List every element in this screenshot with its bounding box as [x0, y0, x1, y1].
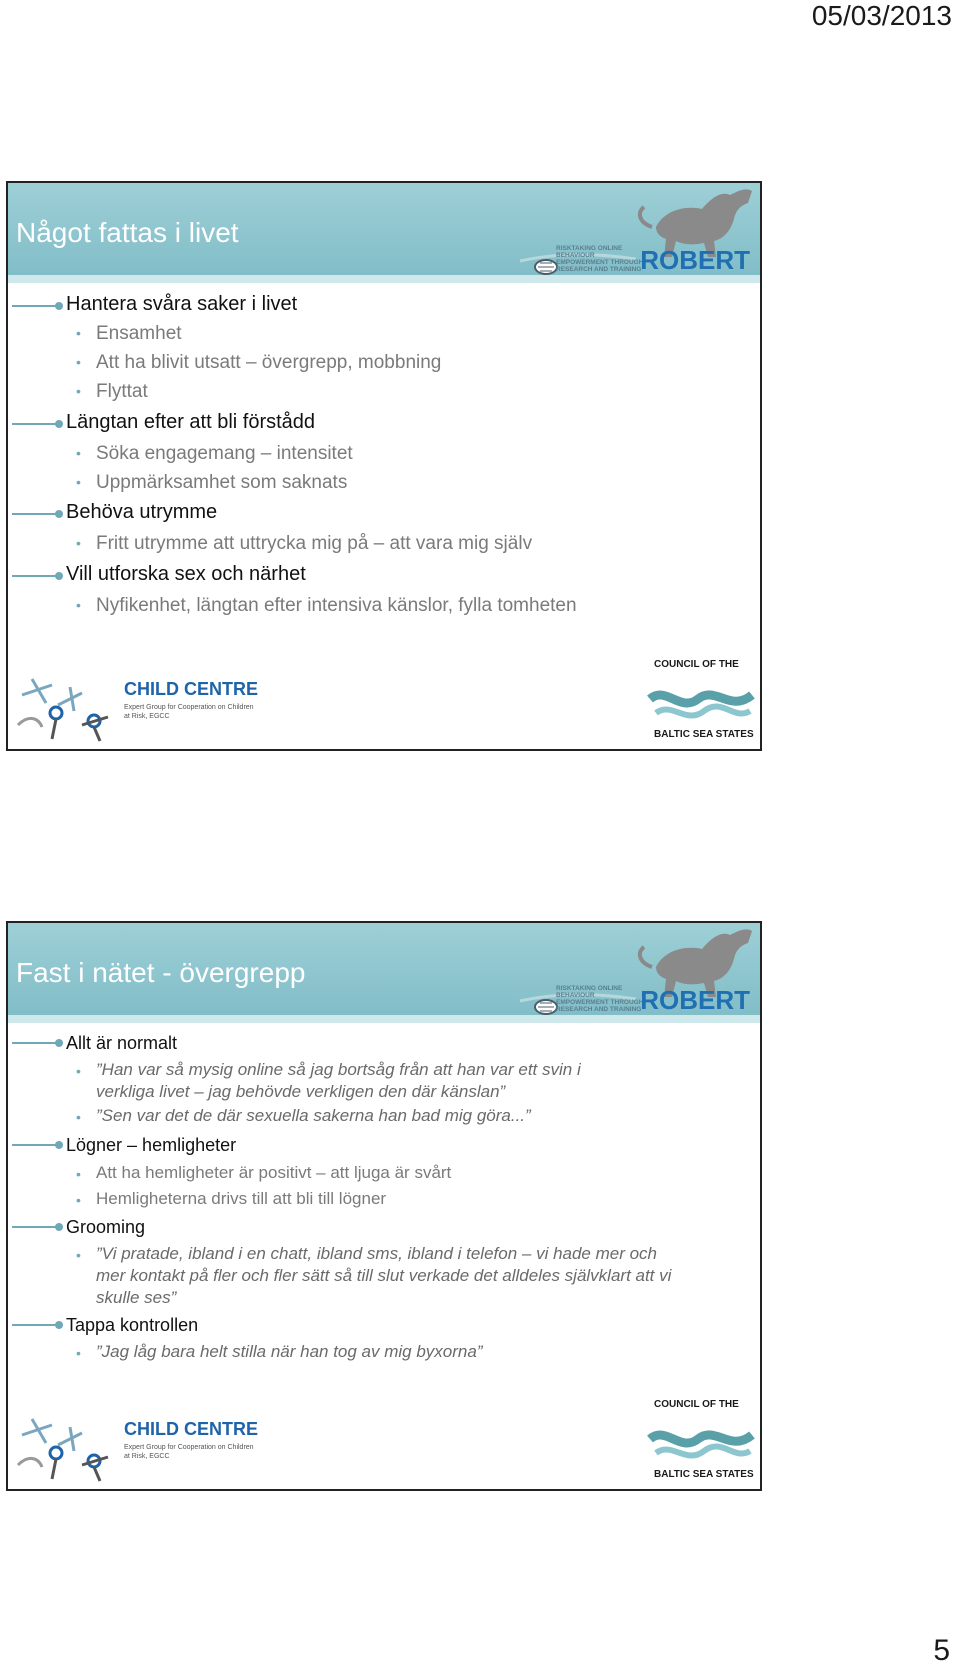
- list-item: Allt är normalt: [66, 1033, 178, 1053]
- child-figures-icon: [12, 1405, 122, 1485]
- cbss-top-text: COUNCIL OF THE: [654, 659, 739, 670]
- list-item: Nyfikenhet, längtan efter intensiva känslor, fylla tomheten: [96, 595, 577, 616]
- list-item: Att ha blivit utsatt – övergrepp, mobbning: [96, 352, 442, 373]
- cbss-logo: [646, 655, 756, 745]
- robert-tagline: RISKTAKING ONLINE BEHAVIOUR EMPOWERMENT THROUGH RESEARCH AND TRAINING: [556, 985, 644, 1013]
- slide-2: Fast i nätet - övergrepp RISKTAKING ONLINE BEHAVIOUR EMPOWERMENT THROUGH RESEARCH AND TRAINING ROBERT Allt är normalt • ”Han var så mysig online så jag bortsåg från att han var ett svin i verkliga livet – jag behövde verkligen den där känslan” • ”Sen var det de där sexuella sakerna han bad mig göra...” Lögner – hemligheter • Att ha hemligheter är positivt – att ljuga är svårt • Hemligheterna drivs till att bli till lögner Grooming • ”Vi pratade, ibland i en chatt, ibland sms, ibland i telefon – vi hade mer och mer kontakt på fler och fler sätt så till slut verkade det alldeles självklart att vi skulle ses” Tappa kontrollen • ”Jag låg bara helt stilla när han tog av mig byxorna” CHILD CENTRE Expert Group for Cooperation on Children at Risk, EGCC COUNCIL OF THE BALTIC SEA STATES: [6, 921, 762, 1491]
- robert-logo: [516, 183, 756, 283]
- slide-title: Något fattas i livet: [16, 217, 239, 248]
- list-item: Fritt utrymme att uttrycka mig på – att vara mig själv: [96, 533, 533, 554]
- list-item: Längtan efter att bli förstådd: [66, 411, 316, 433]
- list-item: Hemligheterna drivs till att bli till lögner: [96, 1189, 387, 1208]
- robert-logo: [516, 923, 756, 1023]
- list-item: Tappa kontrollen: [66, 1315, 199, 1335]
- list-item: Hantera svåra saker i livet: [66, 293, 298, 315]
- list-item: ”Vi pratade, ibland i en chatt, ibland sms, ibland i telefon – vi hade mer och mer kontakt på fler och fler sätt så till slut verkade det alldeles självklart att vi skulle ses”: [96, 1244, 672, 1307]
- list-item: Grooming: [66, 1217, 146, 1237]
- robert-name: ROBERT: [640, 245, 750, 275]
- child-centre-logo: [12, 1405, 262, 1485]
- list-item: ”Sen var det de där sexuella sakerna han bad mig göra...”: [96, 1106, 531, 1125]
- child-centre-name: CHILD CENTRE: [124, 679, 258, 699]
- cbss-logo: [646, 1395, 756, 1485]
- child-centre-tagline: Expert Group for Cooperation on Children at Risk, EGCC: [124, 1444, 254, 1460]
- list-item: Uppmärksamhet som saknats: [96, 472, 348, 493]
- list-item: Ensamhet: [96, 323, 182, 344]
- list-item: Vill utforska sex och närhet: [66, 563, 306, 585]
- list-item: ”Jag låg bara helt stilla när han tog av mig byxorna”: [96, 1342, 483, 1361]
- robert-tagline: RISKTAKING ONLINE BEHAVIOUR EMPOWERMENT THROUGH RESEARCH AND TRAINING: [556, 245, 644, 273]
- list-item: Söka engagemang – intensitet: [96, 443, 353, 464]
- cbss-top-text: COUNCIL OF THE: [654, 1399, 739, 1410]
- page-date: 05/03/2013: [811, 0, 952, 31]
- slide-1: Något fattas i livet RISKTAKING ONLINE BEHAVIOUR EMPOWERMENT THROUGH RESEARCH AND TRAINING ROBERT Hantera svåra saker i livet • Ensamhet • Att ha blivit utsatt – övergrepp, mobbning • Flyttat Längtan efter att bli förstådd • Söka engagemang – intensitet • Uppmärksamhet som saknats Behöva utrymme • Fritt utrymme att uttrycka mig på – att vara mig själv Vill utforska sex och närhet • Nyfikenhet, längtan efter intensiva känslor, fylla tomheten CHILD CENTRE Expert Group for Cooperation on Children at Risk, EGCC COUNCIL OF THE BALTIC SEA STATES: [6, 181, 762, 751]
- child-centre-tagline: Expert Group for Cooperation on Children at Risk, EGCC: [124, 704, 254, 720]
- page-number: 5: [933, 1634, 950, 1667]
- slide-title: Fast i nätet - övergrepp: [16, 957, 306, 988]
- child-figures-icon: [12, 665, 122, 745]
- list-item: Flyttat: [96, 381, 148, 402]
- child-centre-logo: [12, 665, 262, 745]
- list-item: ”Han var så mysig online så jag bortsåg från att han var ett svin i verkliga livet – jag behövde verkligen den där känslan”: [96, 1060, 581, 1101]
- robert-name: ROBERT: [640, 985, 750, 1015]
- list-item: Att ha hemligheter är positivt – att ljuga är svårt: [96, 1163, 452, 1182]
- child-centre-name: CHILD CENTRE: [124, 1419, 258, 1439]
- cbss-bottom-text: BALTIC SEA STATES: [654, 729, 754, 740]
- list-item: Behöva utrymme: [66, 501, 218, 523]
- list-item: Lögner – hemligheter: [66, 1135, 237, 1155]
- cbss-bottom-text: BALTIC SEA STATES: [654, 1469, 754, 1480]
